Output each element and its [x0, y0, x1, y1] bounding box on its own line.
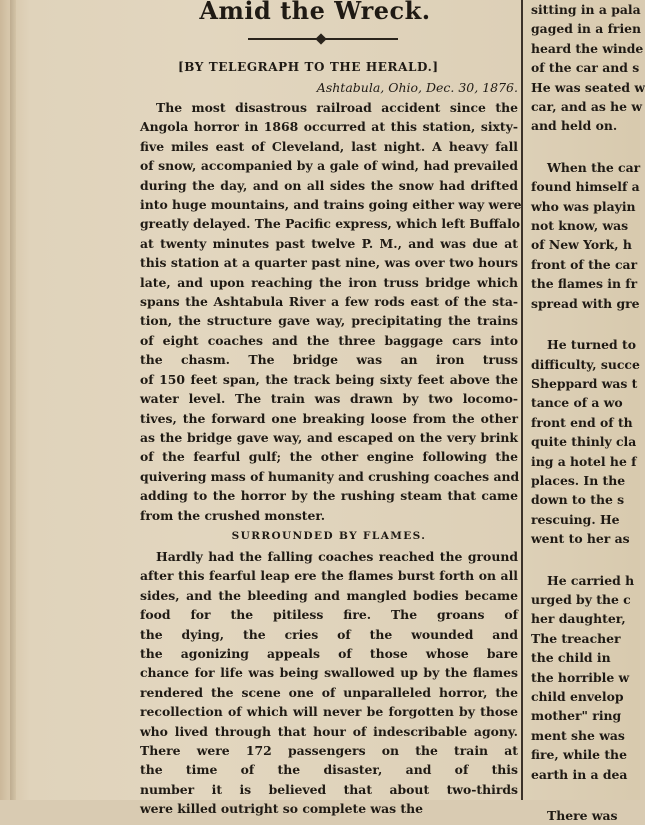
text-line: of the fearful gulf; the other engine following the — [140, 449, 518, 465]
text-line: of New York, h — [531, 237, 632, 253]
text-line: late, and upon reaching the iron truss bridge which — [140, 274, 518, 290]
text-line: Sheppard was t — [531, 375, 638, 391]
text-line: The treacher — [531, 630, 621, 646]
right-column-block-4 — [531, 571, 640, 784]
text-line: of 150 feet span, the track being sixty feet above the — [140, 371, 518, 387]
text-line: who lived through that hour of indescribable agony. — [140, 723, 518, 739]
text-line: of snow, accompanied by a gale of wind, had prevailed — [140, 158, 518, 174]
text-line: food for the pitiless fire. The groans of — [140, 607, 518, 623]
text-line: the agonizing appeals of those whose bare — [140, 645, 518, 661]
text-line: ing a hotel he f — [531, 453, 637, 469]
text-line: Hardly had the falling coaches reached the ground — [156, 548, 518, 564]
text-line: found himself a — [531, 179, 640, 195]
text-line: front of the car — [531, 256, 638, 272]
text-line: of eight coaches and the three baggage cars into — [140, 332, 518, 348]
text-line: quite thinly cla — [531, 434, 637, 450]
main-column — [110, 0, 522, 817]
text-line: sitting in a pala — [531, 2, 641, 17]
headline-ornament-rule — [248, 38, 398, 40]
text-line: rescuing. He — [531, 511, 620, 527]
subheading: SURROUNDED BY FLAMES. — [231, 529, 427, 542]
text-line: ment she was — [531, 727, 625, 743]
text-line: who was playin — [531, 198, 636, 214]
text-line: urged by the c — [531, 591, 631, 607]
text-line: sides, and the bleeding and mangled bodies became — [140, 587, 518, 603]
paragraph-section-2 — [140, 547, 518, 819]
text-line: front end of th — [531, 414, 633, 430]
text-line: tives, the forward one breaking loose from the other — [140, 410, 518, 426]
text-line: He was seated w — [531, 79, 645, 95]
text-line: went to her as — [531, 531, 630, 547]
right-column-block-5 — [531, 806, 640, 825]
right-column — [531, 0, 645, 824]
text-line: down to the s — [531, 492, 625, 508]
page-fold-shadow — [10, 0, 16, 800]
column-rule — [521, 0, 523, 800]
text-line: the flames in fr — [531, 276, 638, 292]
dateline-source: [BY TELEGRAPH TO THE HERALD.] — [178, 60, 439, 74]
text-line: five miles east of Cleveland, last night. A heavy fall — [140, 138, 518, 154]
text-line: the dying, the cries of the wounded and — [140, 626, 518, 642]
text-line: and held on. — [531, 118, 618, 134]
text-line: the horrible w — [531, 669, 630, 685]
text-line: heard the winde — [531, 40, 644, 56]
text-line: this station at a quarter past nine, was over two hours — [140, 255, 518, 271]
text-line: There was — [547, 808, 618, 824]
article-body — [140, 98, 522, 819]
text-line: child envelop — [531, 689, 624, 704]
text-line: after this fearful leap ere the flames burst forth on all — [140, 568, 518, 584]
text-line: When the car — [547, 159, 641, 175]
text-line: car, and as he w — [531, 99, 643, 115]
text-line: spans the Ashtabula River a few rods east of the sta- — [140, 294, 518, 310]
text-line: number it is believed that about two-thirds — [140, 781, 518, 797]
text-line: the time of the disaster, and of this — [140, 762, 518, 778]
text-line: spread with gre — [531, 295, 640, 311]
text-line: into huge mountains, and trains going either way were — [140, 197, 522, 213]
text-line: mother" ring — [531, 708, 622, 724]
text-line: of the car and s — [531, 60, 640, 76]
text-line: He carried h — [547, 572, 635, 588]
text-line: He turned to — [547, 337, 637, 353]
text-line: greatly delayed. The Pacific express, which left Buffalo — [140, 216, 521, 232]
text-line: gaged in a frien — [531, 21, 642, 37]
text-line: chance for life was being swallowed up by the flames — [140, 665, 518, 681]
text-line: difficulty, succe — [531, 356, 640, 372]
text-line: quivering mass of humanity and crushing coaches and — [140, 468, 520, 484]
text-line: the chasm. The bridge was an iron truss — [140, 352, 518, 368]
text-line: not know, was — [531, 218, 629, 234]
text-line: tance of a wo — [531, 395, 623, 411]
text-line: recollection of which will never be forgotten by those — [140, 704, 518, 720]
text-line: places. In the — [531, 472, 626, 488]
text-line: were killed outright so complete was the — [140, 801, 424, 817]
right-column-block-1 — [531, 0, 645, 136]
right-column-block-3 — [531, 335, 640, 548]
paragraph-lead — [140, 98, 522, 525]
text-line: the child in — [531, 650, 611, 666]
headline: Amid the Wreck. — [199, 0, 431, 25]
text-line: her daughter, — [531, 611, 626, 627]
text-line: tion, the structure gave way, precipitating the trains — [140, 313, 518, 329]
text-line: from the crushed monster. — [140, 507, 326, 523]
text-line: earth in a dea — [531, 766, 628, 782]
text-line: as the bridge gave way, and escaped on the very brink — [140, 429, 518, 445]
text-line: adding to the horror by the rushing steam that came — [140, 488, 518, 504]
right-column-block-2 — [531, 158, 640, 313]
text-line: The most disastrous railroad accident since the — [156, 100, 518, 115]
text-line: There were 172 passengers on the train at — [140, 743, 518, 758]
text-line: during the day, and on all sides the snow had drifted — [140, 177, 518, 193]
dateline-place-date: Ashtabula, Ohio, Dec. 30, 1876. — [316, 80, 518, 95]
text-line: fire, while the — [531, 747, 627, 763]
text-line: at twenty minutes past twelve P. M., and was due at — [140, 235, 518, 251]
text-line: water level. The train was drawn by two locomo- — [140, 391, 518, 407]
text-line: Angola horror in 1868 occurred at this station, sixty- — [140, 119, 518, 135]
text-line: rendered the scene one of unparalleled horror, the — [140, 684, 518, 700]
